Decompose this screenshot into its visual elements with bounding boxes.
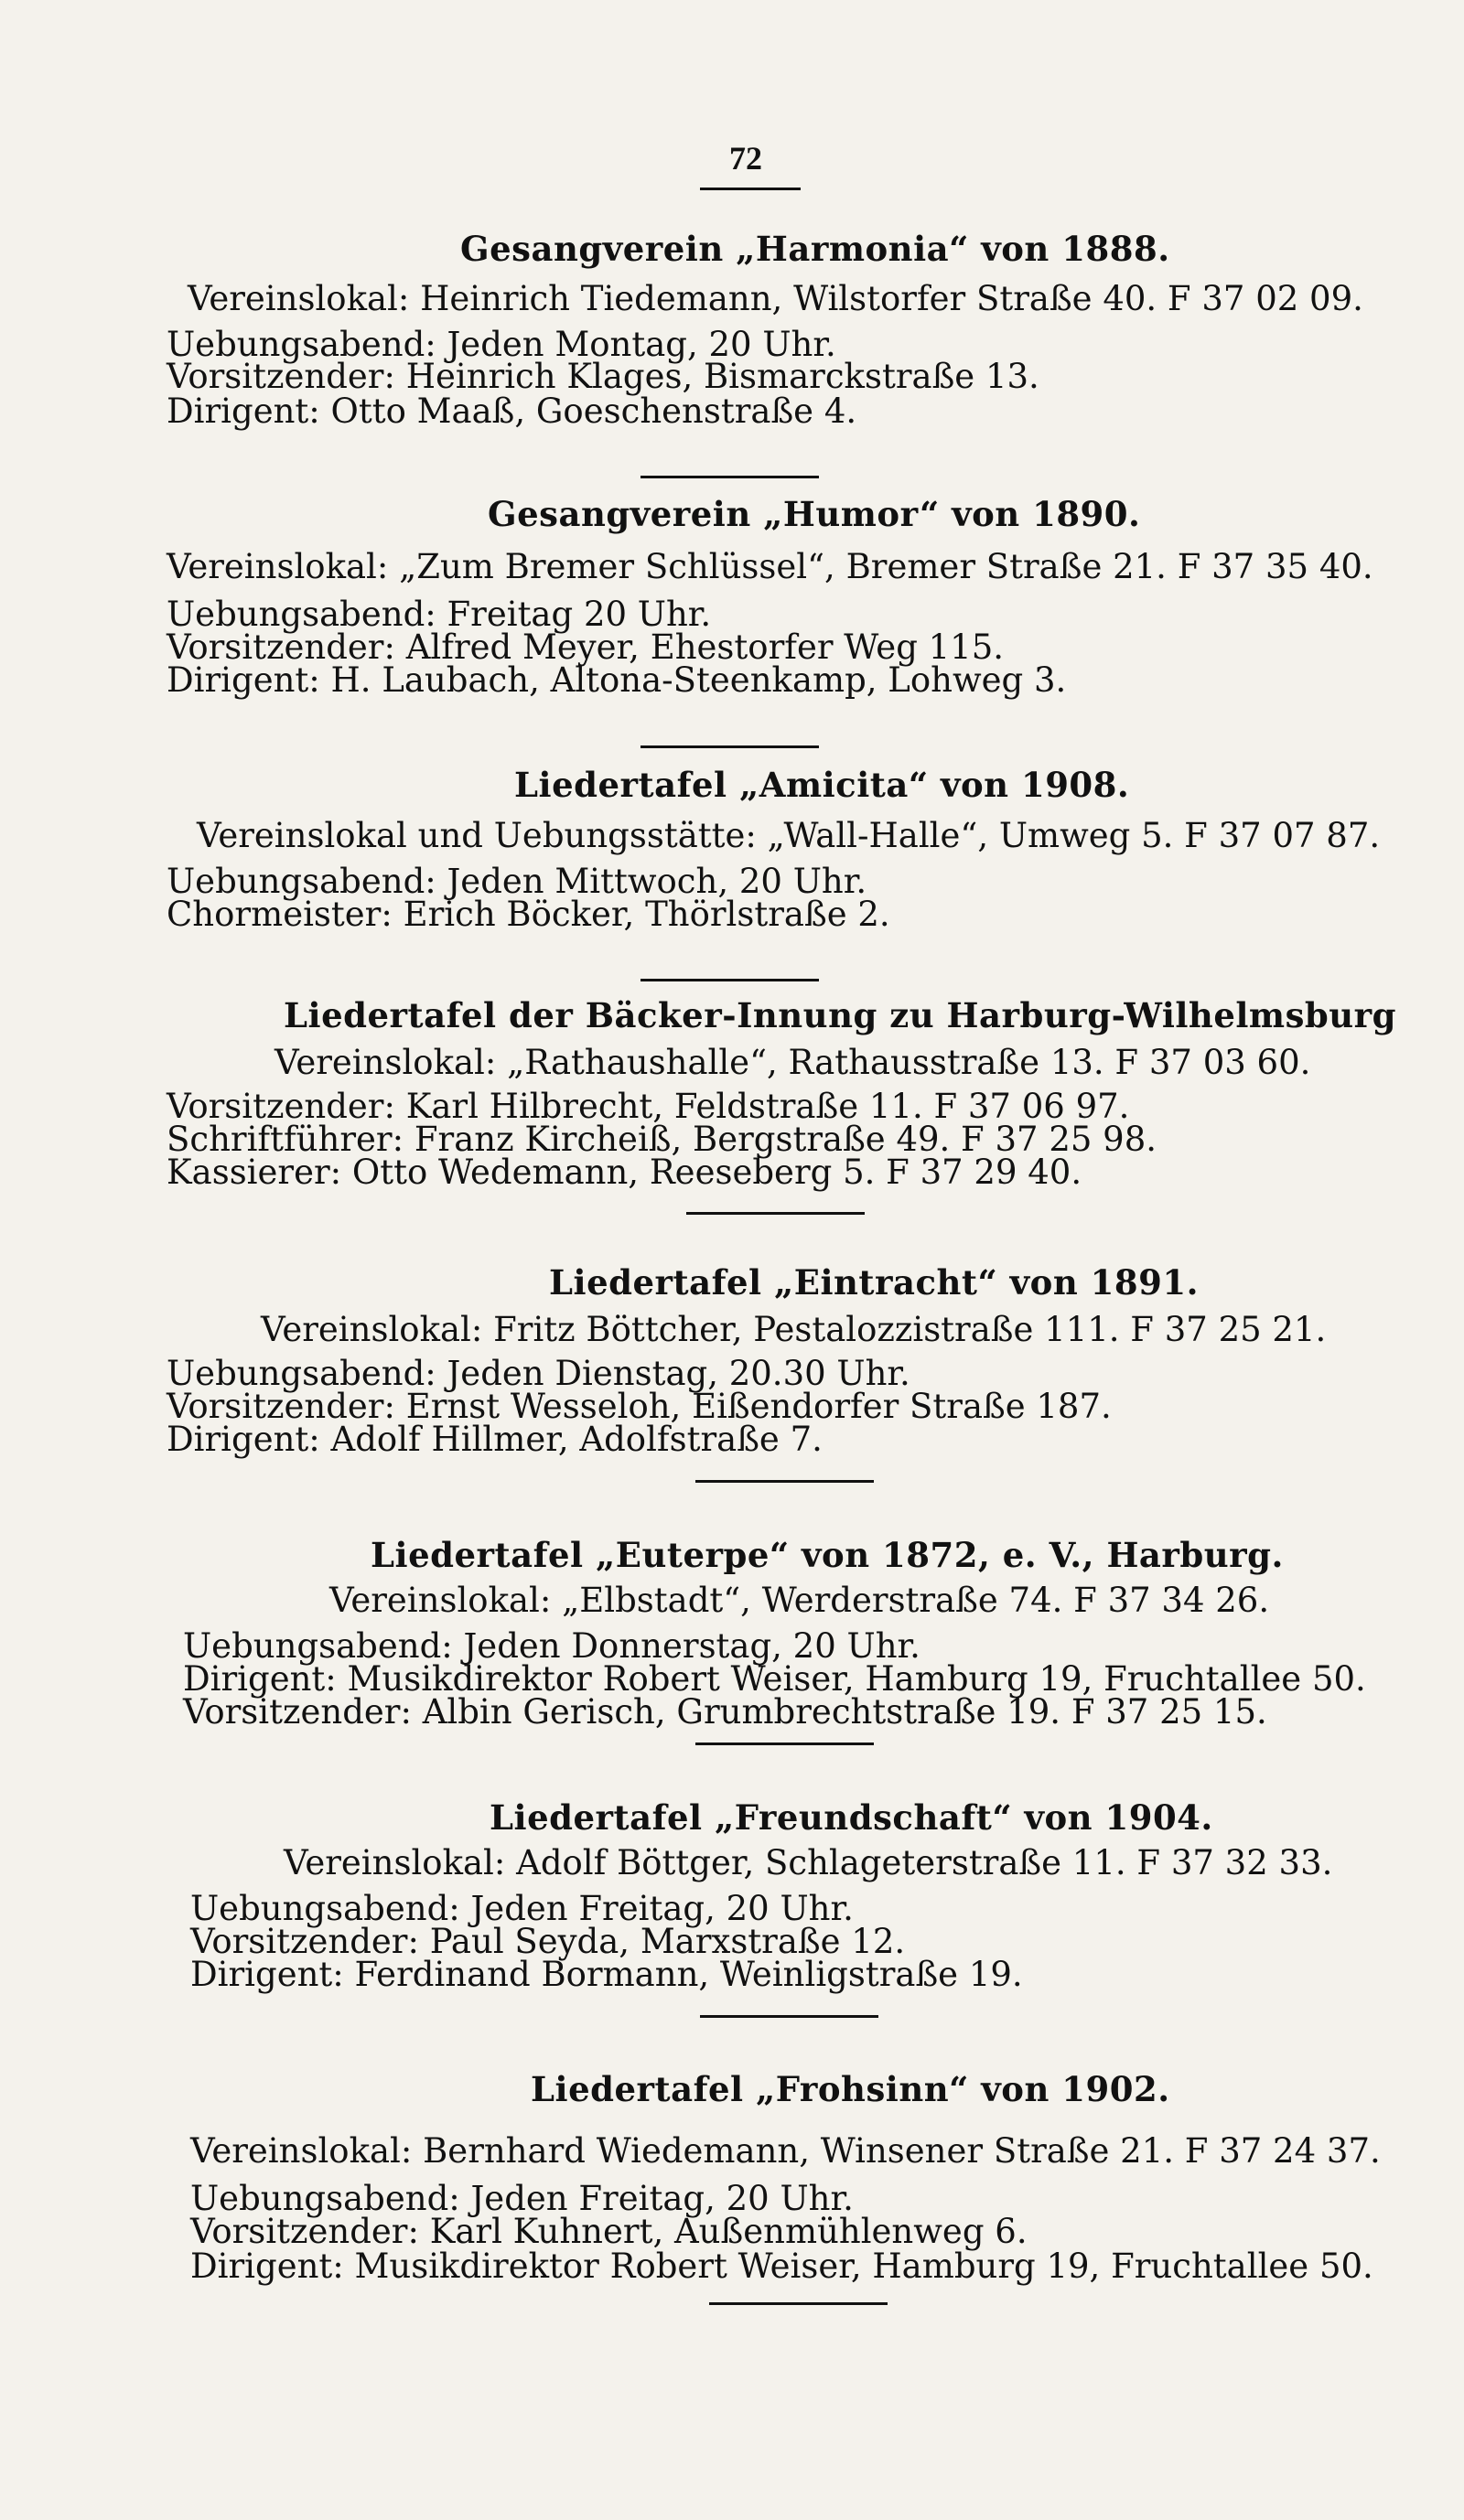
section-divider — [640, 745, 819, 748]
section-line: Uebungsabend: Jeden Dienstag, 20.30 Uhr. — [167, 1354, 910, 1393]
section-line: Vereinslokal: „Zum Bremer Schlüssel“, Bremer Straße 21. F 37 35 40. — [167, 547, 1373, 586]
section-line: Schriftführer: Franz Kircheiß, Bergstraße 49. F 37 25 98. — [167, 1120, 1157, 1159]
section-divider — [695, 1743, 874, 1745]
section-line: Dirigent: Otto Maaß, Goeschenstraße 4. — [167, 391, 857, 431]
section-line: Uebungsabend: Jeden Freitag, 20 Uhr. — [190, 1889, 854, 1928]
section-line: Vereinslokal: Heinrich Tiedemann, Wilstorfer Straße 40. F 37 02 09. — [188, 279, 1363, 318]
section-line: Uebungsabend: Freitag 20 Uhr. — [167, 595, 712, 634]
page-number: 72 — [729, 140, 762, 177]
section-line: Vereinslokal: „Rathaushalle“, Rathausstraße 13. F 37 03 60. — [274, 1043, 1311, 1082]
section-line: Vorsitzender: Paul Seyda, Marxstraße 12. — [190, 1922, 906, 1961]
section-line: Dirigent: H. Laubach, Altona-Steenkamp, Lohweg 3. — [167, 660, 1067, 700]
section-divider — [640, 979, 819, 981]
section-line: Dirigent: Musikdirektor Robert Weiser, Hamburg 19, Fruchtallee 50. — [190, 2247, 1373, 2286]
section-divider — [686, 1212, 865, 1215]
section-divider — [700, 2015, 878, 2018]
section-divider — [640, 476, 819, 478]
section-line: Kassierer: Otto Wedemann, Reeseberg 5. F 37 29 40. — [167, 1153, 1082, 1192]
section-line: Chormeister: Erich Böcker, Thörlstraße 2. — [167, 895, 890, 934]
section-line: Dirigent: Adolf Hillmer, Adolfstraße 7. — [167, 1420, 823, 1459]
section-title: Gesangverein „Humor“ von 1890. — [488, 494, 1141, 534]
section-line: Vorsitzender: Alfred Meyer, Ehestorfer Weg 115. — [167, 627, 1005, 667]
section-title: Liedertafel der Bäcker-Innung zu Harburg-Wilhelmsburg — [284, 995, 1397, 1035]
section-line: Uebungsabend: Jeden Donnerstag, 20 Uhr. — [183, 1626, 920, 1666]
section-line: Vorsitzender: Karl Hilbrecht, Feldstraße 11. F 37 06 97. — [167, 1087, 1130, 1126]
section-line: Vereinslokal: Adolf Böttger, Schlageterstraße 11. F 37 32 33. — [284, 1843, 1333, 1882]
section-line: Uebungsabend: Jeden Montag, 20 Uhr. — [167, 325, 836, 364]
section-line: Dirigent: Musikdirektor Robert Weiser, Hamburg 19, Fruchtallee 50. — [183, 1659, 1366, 1699]
section-line: Vereinslokal: Bernhard Wiedemann, Winsener Straße 21. F 37 24 37. — [190, 2131, 1381, 2171]
page-number-rule — [700, 188, 801, 190]
section-line: Uebungsabend: Jeden Mittwoch, 20 Uhr. — [167, 862, 867, 901]
section-divider — [709, 2302, 888, 2305]
section-line: Uebungsabend: Jeden Freitag, 20 Uhr. — [190, 2179, 854, 2218]
section-title: Liedertafel „Amicita“ von 1908. — [514, 765, 1130, 805]
section-line: Vereinslokal: Fritz Böttcher, Pestalozzistraße 111. F 37 25 21. — [261, 1310, 1327, 1349]
section-line: Vorsitzender: Heinrich Klages, Bismarckstraße 13. — [167, 357, 1039, 396]
section-title: Gesangverein „Harmonia“ von 1888. — [460, 229, 1170, 269]
section-title: Liedertafel „Frohsinn“ von 1902. — [531, 2069, 1170, 2109]
section-title: Liedertafel „Freundschaft“ von 1904. — [490, 1797, 1213, 1838]
section-line: Vereinslokal und Uebungsstätte: „Wall-Halle“, Umweg 5. F 37 07 87. — [197, 816, 1381, 855]
section-line: Vorsitzender: Ernst Wesseloh, Eißendorfer Straße 187. — [167, 1387, 1112, 1426]
section-line: Vorsitzender: Karl Kuhnert, Außenmühlenweg 6. — [190, 2212, 1028, 2251]
section-title: Liedertafel „Euterpe“ von 1872, e. V., Harburg. — [371, 1535, 1284, 1575]
section-title: Liedertafel „Eintracht“ von 1891. — [549, 1262, 1199, 1303]
section-line: Vorsitzender: Albin Gerisch, Grumbrechtstraße 19. F 37 25 15. — [183, 1692, 1267, 1732]
section-line: Vereinslokal: „Elbstadt“, Werderstraße 74. F 37 34 26. — [329, 1581, 1270, 1620]
section-line: Dirigent: Ferdinand Bormann, Weinligstraße 19. — [190, 1955, 1023, 1994]
section-divider — [695, 1480, 874, 1483]
